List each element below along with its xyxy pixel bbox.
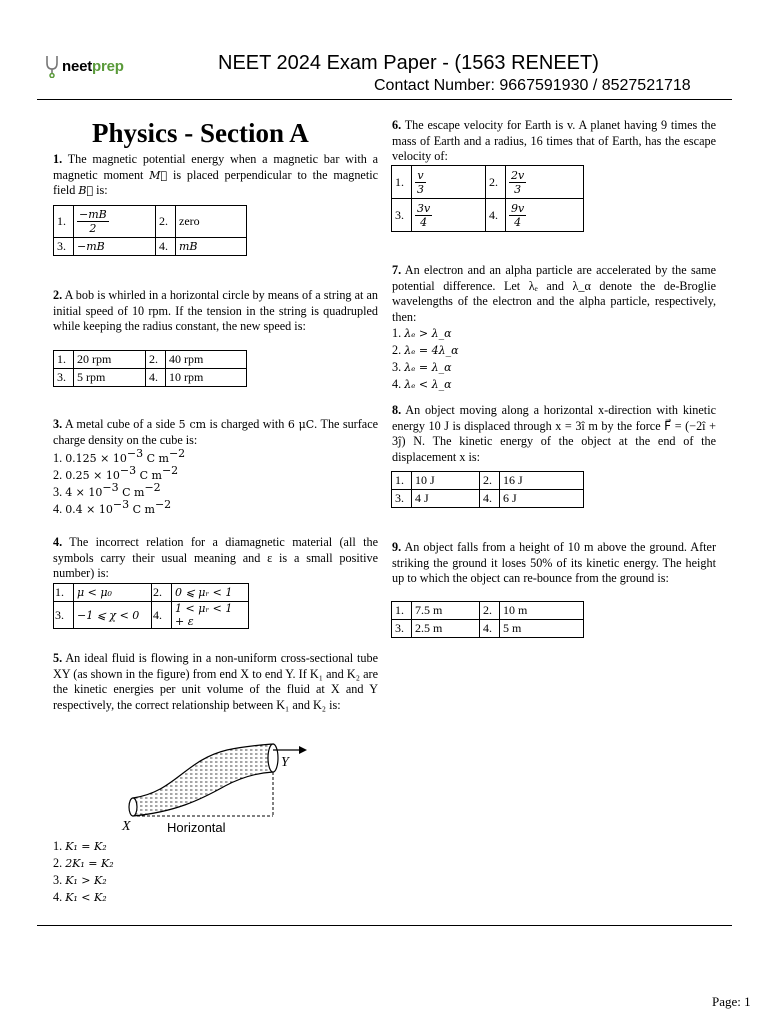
fraction: $\frac{v}{3}$: [417, 168, 424, 196]
question-6: 6. The escape velocity for Earth is v. A planet having 9 times the mass of Earth and a radius, 16 times that of Earth, has the escape velocity of:: [392, 118, 716, 164]
option-3: 3. K₁ > K₂: [53, 873, 107, 887]
stethoscope-icon: [44, 54, 60, 78]
contact-number: Contact Number: 9667591930 / 8527521718: [374, 77, 691, 94]
q3-options: [53, 447, 378, 518]
logo-neet-text: neet: [62, 57, 93, 75]
fraction: $\frac{2v}{3}$: [511, 168, 525, 196]
end-x-opening: [129, 798, 137, 816]
section-title: Physics - Section A: [92, 118, 309, 148]
option-3: 3. λₑ = λ_α: [392, 360, 452, 375]
option-1: 1. $0.125 \times 10^{-3}$ C $m^{-2}$: [53, 447, 186, 466]
question-9: 9. An object falls from a height of 10 m above the ground. After striking the ground it loses 50% of its kinetic energy. The height up to which the object can re-bounce from the ground is:: [392, 540, 716, 586]
question-number: 5.: [53, 651, 63, 665]
question-number: 2.: [53, 288, 63, 302]
q6-options-table: 1. $\frac{v}{3}$ 2. $\frac{2v}{3}$ 3. $\frac{3v}{4}$ 4. $\frac{9v}{4}$: [391, 165, 584, 232]
question-number: 1.: [53, 152, 63, 166]
fluid-tube-figure: [115, 740, 325, 835]
option-2: 2. $0.25 \times 10^{-3}$ C $m^{-2}$: [53, 464, 179, 483]
footer-divider: [37, 925, 732, 926]
page-number: Page: 1: [712, 994, 751, 1009]
option-2: 2. 2K₁ = K₂: [53, 856, 114, 870]
question-3: 3. A metal cube of a side 5 cm is charged with 6 μC. The surface charge density on the cube is: 1. $0.125 \times 10^{-3}$ C $m^{-2}$ 2. $0.25 \times 10^{-3}$ C $m^{-2}$ 3. $4 \times 10^{-3}$ C $m^{-2}$ 4. $0.4 \times 10^{-3}$ C $m^{-2}$: [53, 417, 379, 517]
label-x: X: [122, 819, 131, 834]
question-1: 1. The magnetic potential energy when a magnetic bar with a magnetic moment M⃗ is placed perpendicular to the magnetic field B⃗ is:: [53, 152, 379, 198]
q9-options-table: 1. 7.5 m 2. 10 m 3. 2.5 m 4. 5 m: [391, 601, 584, 638]
option-4: 4. K₁ < K₂: [53, 890, 107, 904]
neetprep-logo: [44, 52, 124, 80]
option-2: 2. λₑ = 4λ_α: [392, 343, 459, 358]
question-number: 8.: [392, 403, 402, 417]
fraction: $\frac{-mB}{2}$: [79, 208, 107, 235]
question-number: 9.: [392, 540, 402, 554]
q4-options-table: 1. μ < μ₀ 2. 0 ⩽ μᵣ < 1 3. −1 ⩽ χ < 0 4. 1 < μᵣ < 1 + ε: [53, 583, 249, 629]
q7-options: [392, 325, 716, 393]
option-1: 1. λₑ > λ_α: [392, 326, 452, 341]
fraction: $\frac{3v}{4}$: [417, 201, 431, 229]
option-4: 4. $0.4 \times 10^{-3}$ C $m^{-2}$: [53, 498, 172, 517]
question-number: 3.: [53, 417, 63, 431]
tube-body: [133, 744, 273, 816]
q5-options: [53, 838, 378, 906]
option-4: 4. λₑ < λ_α: [392, 377, 452, 392]
question-number: 7.: [392, 263, 402, 277]
question-number: 4.: [53, 535, 63, 549]
fraction: $\frac{9v}{4}$: [511, 201, 525, 229]
question-number: 6.: [392, 118, 402, 132]
header-divider: [37, 99, 732, 100]
label-horizontal: Horizontal: [167, 820, 226, 835]
q2-options-table: 1. 20 rpm 2. 40 rpm 3. 5 rpm 4. 10 rpm: [53, 350, 247, 387]
end-y-opening: [268, 744, 278, 772]
question-5: 5. An ideal fluid is flowing in a non-uniform cross-sectional tube XY (as shown in the figure) from end X to end Y. If K₁ and K₂ are the kinetic energies per unit volume of the fluid at X and Y respectively, the correct relationship between K₁ and K₂ is:: [53, 651, 379, 712]
question-2: 2. A bob is whirled in a horizontal circle by means of a string at an initial speed of 10 rpm. If the tension in the string is quadrupled while keeping the radius constant, the new speed is:: [53, 288, 379, 334]
question-7: 7. An electron and an alpha particle are accelerated by the same potential difference. Let λₑ and λ_α denote the de-Broglie wavelengths of the electron and the alpha particle, respectively, then: 1. λₑ > λ_α 2. λₑ = 4λ_α 3. λₑ = λ_α 4. λₑ < λ_α: [392, 263, 716, 392]
option-3: 3. $4 \times 10^{-3}$ C $m^{-2}$: [53, 481, 161, 500]
arrow-head: [299, 746, 307, 754]
logo-prep-text: prep: [92, 57, 124, 75]
exam-title: NEET 2024 Exam Paper - (1563 RENEET): [218, 52, 599, 74]
label-y: Y: [281, 755, 289, 770]
q1-options-table: 1. $\frac{-mB}{2}$ 2. zero 3. −mB 4. mB: [53, 205, 247, 256]
q8-options-table: 1. 10 J 2. 16 J 3. 4 J 4. 6 J: [391, 471, 584, 508]
question-8: 8. An object moving along a horizontal x-direction with kinetic energy 10 J is displaced through x = 3î m by the force F⃗ = (−2î + 3ĵ) N. The kinetic energy of the object at the end of the displacement x is:: [392, 403, 716, 464]
option-1: 1. K₁ = K₂: [53, 839, 107, 853]
question-4: 4. The incorrect relation for a diamagnetic material (all the symbols carry their usual meaning and ε is a small positive number) is:: [53, 535, 378, 581]
